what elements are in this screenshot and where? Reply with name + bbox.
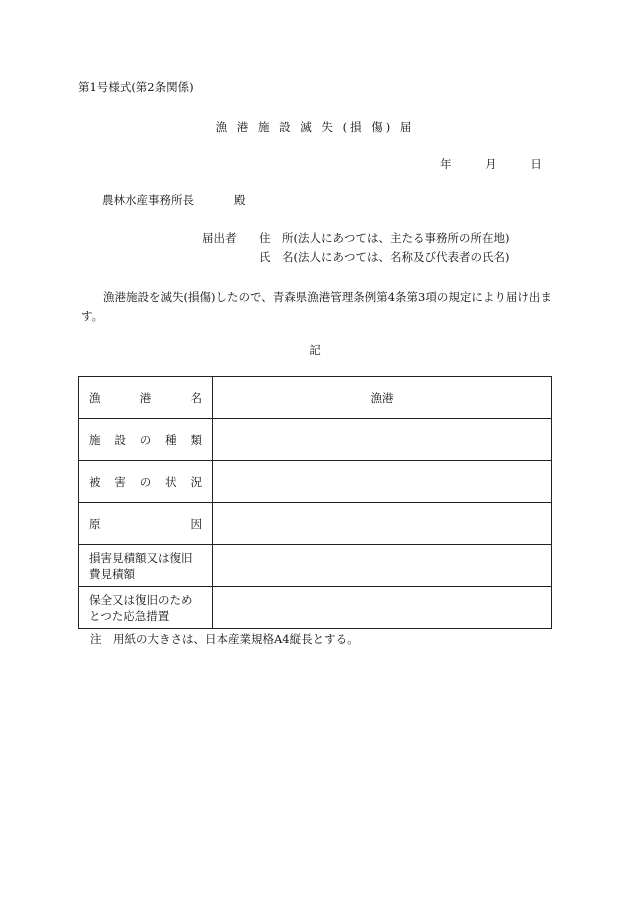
table-row [79,377,552,419]
date-day-label: 日 [530,157,542,171]
row-label-damage-status [79,461,213,503]
name-label: 氏 名 [259,250,294,264]
name-note: (法人にあつては、名称及び代表者の氏名) [293,250,510,264]
label-char: 施 [89,432,101,447]
date-month-label: 月 [485,157,497,171]
addressee [102,194,246,208]
detail-table [78,376,552,629]
label-char: 漁 [89,390,101,405]
date-line [440,158,542,172]
row-value-fishing-port[interactable]: 漁港 [213,377,552,419]
label-char: 害 [114,474,126,489]
notifier-address-row [259,232,509,246]
label-text: 保全又は復旧のためとつた応急措置 [89,592,193,623]
label-char: 況 [190,474,202,489]
table-row [79,419,552,461]
body-text: 漁港施設を滅失(損傷)したので、青森県漁港管理条例第4条第3項の規定により届け出ます。 [81,290,552,323]
label-char: 因 [190,516,202,531]
addressee-name: 農林水産事務所長 [102,193,194,207]
row-label-estimate [79,545,213,587]
row-value-facility-type[interactable] [213,419,552,461]
row-value-damage-status[interactable] [213,461,552,503]
row-label-cause [79,503,213,545]
table-row [79,503,552,545]
row-value-emergency-measures[interactable] [213,587,552,629]
label-char: 設 [114,432,126,447]
label-char: 種 [165,432,177,447]
table-row [79,587,552,629]
document-title: 漁 港 施 設 滅 失 (損 傷) 届 [215,120,415,134]
label-char: 港 [139,390,152,405]
notifier-name-row [259,251,509,265]
row-value-estimate[interactable] [213,545,552,587]
footnote: 注 用紙の大きさは、日本産業規格A4縦長とする。 [90,632,359,646]
label-text: 損害見積額又は復旧費見積額 [89,550,193,581]
label-char: 被 [89,474,101,489]
ki-heading: 記 [309,343,321,357]
label-char: 原 [89,516,101,531]
label-char: の [139,474,152,489]
row-label-fishing-port [79,377,213,419]
date-year-label: 年 [440,157,452,171]
label-char: 状 [165,474,177,489]
label-char: 類 [190,432,202,447]
address-note: (法人にあつては、主たる事務所の所在地) [293,231,510,245]
form-number: 第1号様式(第2条関係) [78,80,194,94]
row-value-cause[interactable] [213,503,552,545]
table-row [79,461,552,503]
address-label: 住 所 [259,231,294,245]
addressee-honorific: 殿 [234,193,246,207]
row-label-emergency-measures [79,587,213,629]
row-label-facility-type [79,419,213,461]
label-char: 名 [190,390,202,405]
label-char: の [139,432,152,447]
table-row [79,545,552,587]
notifier-label: 届出者 [202,231,237,245]
